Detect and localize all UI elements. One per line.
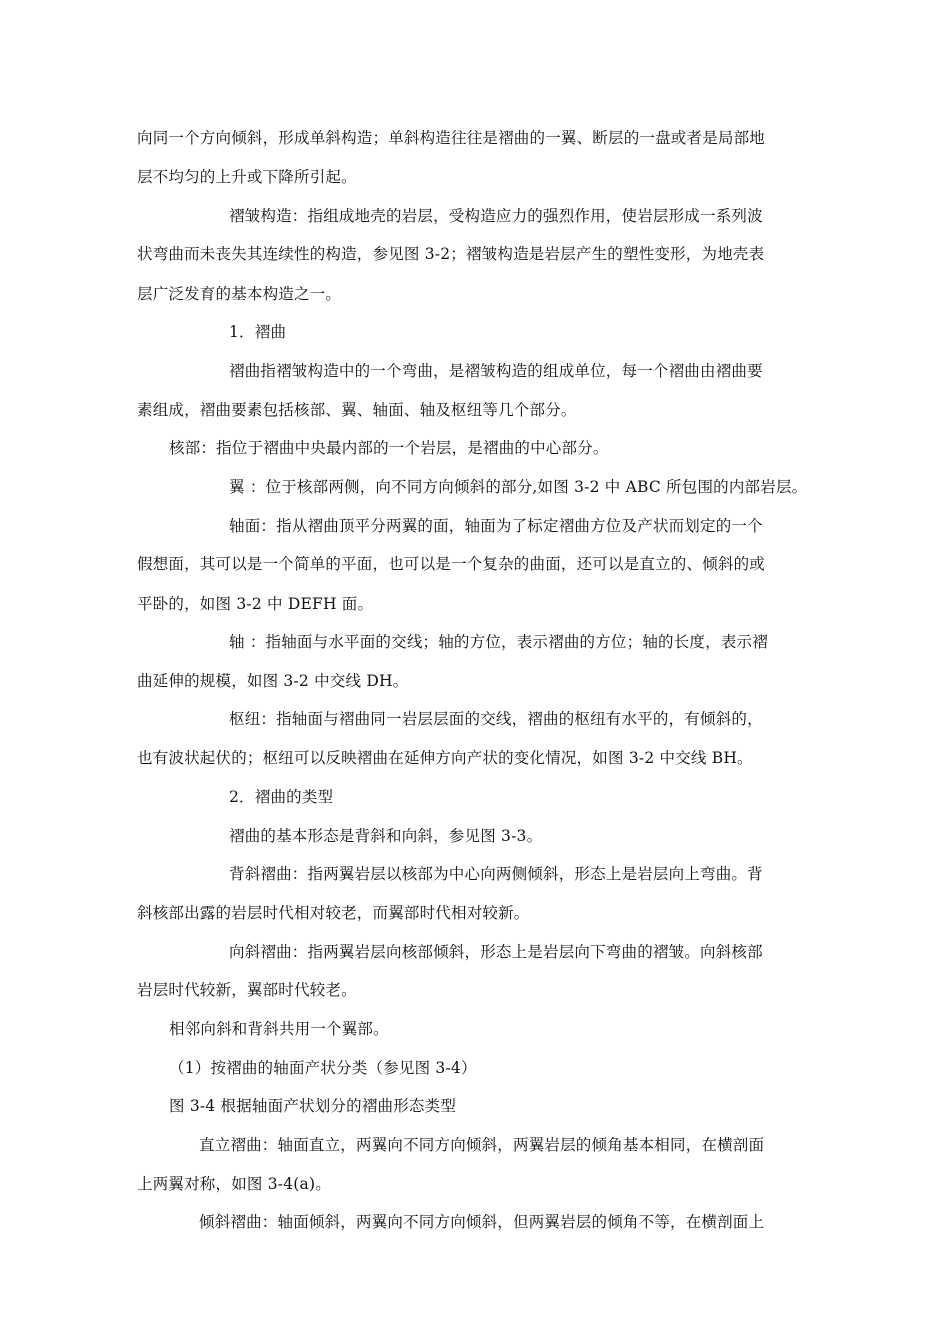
text-line: 枢纽：指轴面与褶曲同一岩层层面的交线，褶曲的枢纽有水平的，有倾斜的， <box>229 710 763 728</box>
text-line: 层不均匀的上升或下降所引起。 <box>137 168 357 186</box>
text-line: 斜核部出露的岩层时代相对较老，而翼部时代相对较新。 <box>137 904 530 922</box>
text-line: 向斜褶曲：指两翼岩层向核部倾斜，形态上是岩层向下弯曲的褶皱。向斜核部 <box>229 943 763 961</box>
text-line: 褶曲的基本形态是背斜和向斜，参见图 3-3。 <box>229 827 543 845</box>
text-line: 直立褶曲：轴面直立，两翼向不同方向倾斜，两翼岩层的倾角基本相同，在横剖面 <box>199 1136 765 1154</box>
text-line: 褶皱构造：指组成地壳的岩层，受构造应力的强烈作用，使岩层形成一系列波 <box>229 207 763 225</box>
text-line: 上两翼对称，如图 3-4(a)。 <box>137 1175 331 1193</box>
text-line: 倾斜褶曲：轴面倾斜，两翼向不同方向倾斜，但两翼岩层的倾角不等，在横剖面上 <box>199 1213 765 1231</box>
text-line: （1）按褶曲的轴面产状分类（参见图 3-4） <box>169 1059 477 1077</box>
text-line: 平卧的，如图 3-2 中 DEFH 面。 <box>137 595 374 613</box>
text-line: 层广泛发育的基本构造之一。 <box>137 285 342 303</box>
text-line: 也有波状起伏的；枢纽可以反映褶曲在延伸方向产状的变化情况，如图 3-2 中交线 BH。 <box>137 749 753 767</box>
figure-caption: 图 3-4 根据轴面产状划分的褶曲形态类型 <box>169 1097 457 1115</box>
text-line: 翼 ：位于核部两侧，向不同方向倾斜的部分,如图 3-2 中 ABC 所包围的内部岩层。 <box>229 478 808 496</box>
section-heading: 2．褶曲的类型 <box>229 788 334 806</box>
text-line: 褶曲指褶皱构造中的一个弯曲，是褶皱构造的组成单位，每一个褶曲由褶曲要 <box>229 362 763 380</box>
text-line: 岩层时代较新，翼部时代较老。 <box>137 981 357 999</box>
text-line: 轴 ：指轴面与水平面的交线；轴的方位，表示褶曲的方位；轴的长度，表示褶 <box>229 633 768 651</box>
text-line: 轴面：指从褶曲顶平分两翼的面，轴面为了标定褶曲方位及产状而划定的一个 <box>229 517 763 535</box>
text-line: 向同一个方向倾斜，形成单斜构造；单斜构造往往是褶曲的一翼、断层的一盘或者是局部地 <box>137 129 766 147</box>
text-line: 相邻向斜和背斜共用一个翼部。 <box>169 1020 389 1038</box>
text-line: 状弯曲而未丧失其连续性的构造，参见图 3-2；褶皱构造是岩层产生的塑性变形，为地壳表 <box>137 245 765 263</box>
text-line: 背斜褶曲：指两翼岩层以核部为中心向两侧倾斜，形态上是岩层向上弯曲。背 <box>229 865 763 883</box>
text-line: 素组成，褶曲要素包括核部、翼、轴面、轴及枢纽等几个部分。 <box>137 401 577 419</box>
text-line: 假想面，其可以是一个简单的平面，也可以是一个复杂的曲面，还可以是直立的、倾斜的或 <box>137 555 766 573</box>
section-heading: 1．褶曲 <box>229 323 287 341</box>
text-line: 曲延伸的规模，如图 3-2 中交线 DH。 <box>137 672 409 690</box>
text-line: 核部：指位于褶曲中央最内部的一个岩层，是褶曲的中心部分。 <box>169 439 609 457</box>
